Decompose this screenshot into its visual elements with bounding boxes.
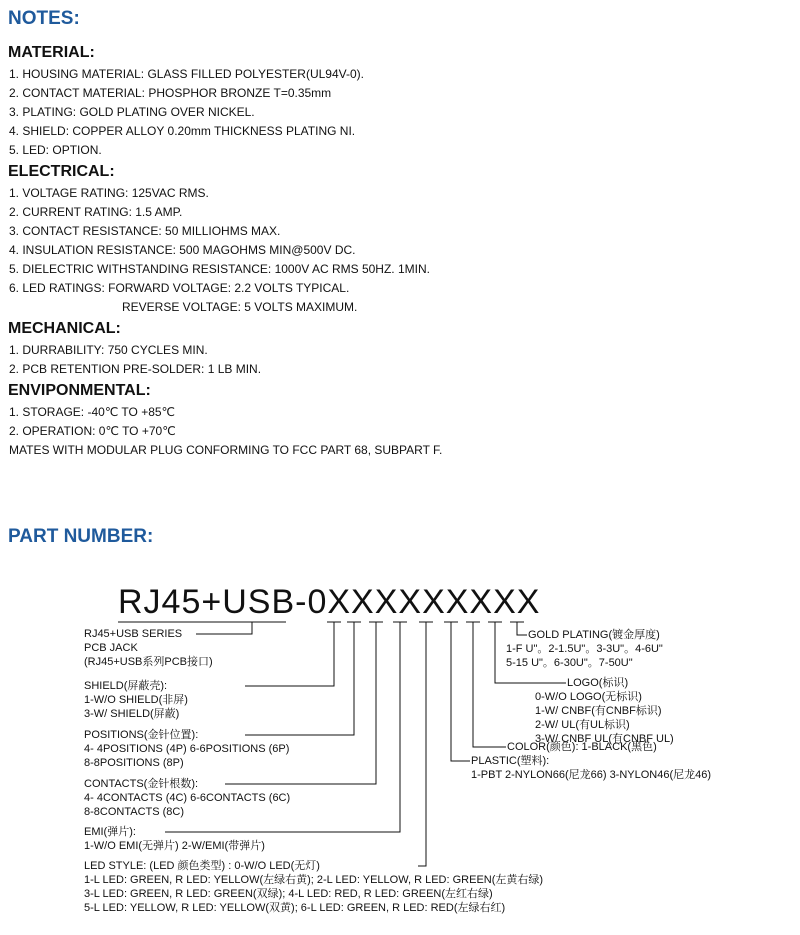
material-line: 2. CONTACT MATERIAL: PHOSPHOR BRONZE T=0.35mm <box>9 86 332 100</box>
electrical-line: 6. LED RATINGS: FORWARD VOLTAGE: 2.2 VOLTS TYPICAL. <box>9 281 350 295</box>
notes-title: NOTES: <box>8 8 80 29</box>
logo-option: 0-W/O LOGO(无标识) <box>535 691 642 703</box>
electrical-line: 4. INSULATION RESISTANCE: 500 MAGOHMS MIN@500V DC. <box>9 243 356 257</box>
environmental-line: 1. STORAGE: -40℃ TO +85℃ <box>9 405 176 419</box>
led-style-option: 3-L LED: GREEN, R LED: GREEN(双绿); 4-L LED: RED, R LED: GREEN(左红右绿) <box>84 888 493 900</box>
electrical-line: 1. VOLTAGE RATING: 125VAC RMS. <box>9 186 209 200</box>
material-line: 4. SHIELD: COPPER ALLOY 0.20mm THICKNESS PLATING NI. <box>9 124 356 138</box>
environmental-line: 2. OPERATION: 0℃ TO +70℃ <box>9 424 176 438</box>
emi-option: 1-W/O EMI(无弹片) 2-W/EMI(带弹片) <box>84 840 265 852</box>
mechanical-heading: MECHANICAL: <box>8 320 121 337</box>
material-line: 3. PLATING: GOLD PLATING OVER NICKEL. <box>9 105 255 119</box>
electrical-line: 3. CONTACT RESISTANCE: 50 MILLIOHMS MAX. <box>9 224 281 238</box>
mechanical-line: 2. PCB RETENTION PRE-SOLDER: 1 LB MIN. <box>9 362 262 376</box>
led-style-option: 5-L LED: YELLOW, R LED: YELLOW(双黄); 6-L LED: GREEN, R LED: RED(左绿右红) <box>84 902 506 914</box>
logo-option: 1-W/ CNBF(有CNBF标识) <box>535 705 662 717</box>
part-number-title: PART NUMBER: <box>8 526 154 547</box>
electrical-line: 2. CURRENT RATING: 1.5 AMP. <box>9 205 183 219</box>
series-label: RJ45+USB SERIES <box>84 628 183 640</box>
positions-option: 4- 4POSITIONS (4P) 6-6POSITIONS (6P) <box>84 743 290 755</box>
positions-option: 8-8POSITIONS (8P) <box>84 757 184 769</box>
led-style-option: 1-L LED: GREEN, R LED: YELLOW(左绿右黄); 2-L LED: YELLOW, R LED: GREEN(左黄右绿) <box>84 874 544 886</box>
plastic-option: 1-PBT 2-NYLON66(尼龙66) 3-NYLON46(尼龙46) <box>471 769 712 781</box>
electrical-line: 5. DIELECTRIC WITHSTANDING RESISTANCE: 1000V AC RMS 50HZ. 1MIN. <box>9 262 430 276</box>
logo-label: LOGO(标识) <box>567 677 629 689</box>
shield-option: 1-W/O SHIELD(非屏) <box>84 694 188 706</box>
plastic-label: PLASTIC(塑料): <box>471 755 550 767</box>
material-line: 1. HOUSING MATERIAL: GLASS FILLED POLYESTER(UL94V-0). <box>9 67 364 81</box>
led-style-label: LED STYLE: (LED 颜色类型) : 0-W/O LED(无灯) <box>84 860 320 872</box>
material-heading: MATERIAL: <box>8 44 95 61</box>
positions-label: POSITIONS(金针位置): <box>84 729 199 741</box>
series-line: (RJ45+USB系列PCB接口) <box>84 656 213 668</box>
series-line: PCB JACK <box>84 642 138 654</box>
electrical-line: REVERSE VOLTAGE: 5 VOLTS MAXIMUM. <box>122 300 358 314</box>
emi-label: EMI(弹片): <box>84 826 136 838</box>
shield-option: 3-W/ SHIELD(屏蔽) <box>84 708 180 720</box>
contacts-option: 4- 4CONTACTS (4C) 6-6CONTACTS (6C) <box>84 792 291 804</box>
shield-label: SHIELD(屏蔽壳): <box>84 680 168 692</box>
gold-plating-option: 5-15 U"。6-30U"。7-50U" <box>506 657 633 669</box>
mechanical-line: 1. DURRABILITY: 750 CYCLES MIN. <box>9 343 208 357</box>
gold-plating-option: 1-F U"。2-1.5U"。3-3U"。4-6U" <box>506 643 663 655</box>
logo-option: 3-W/ CNBF UL(有CNBF UL) <box>535 733 674 745</box>
part-number-code: RJ45+USB-0XXXXXXXXX <box>118 583 541 621</box>
gold-plating-label: GOLD PLATING(镀金厚度) <box>528 629 660 641</box>
contacts-label: CONTACTS(金针根数): <box>84 778 199 790</box>
electrical-heading: ELECTRICAL: <box>8 163 115 180</box>
material-line: 5. LED: OPTION. <box>9 143 102 157</box>
environmental-heading: ENVIPONMENTAL: <box>8 382 151 399</box>
contacts-option: 8-8CONTACTS (8C) <box>84 806 185 818</box>
color-label: COLOR(颜色): 1-BLACK(黑色) <box>507 741 657 753</box>
environmental-line: MATES WITH MODULAR PLUG CONFORMING TO FCC PART 68, SUBPART F. <box>9 443 443 457</box>
logo-option: 2-W/ UL(有UL标识) <box>535 719 630 731</box>
